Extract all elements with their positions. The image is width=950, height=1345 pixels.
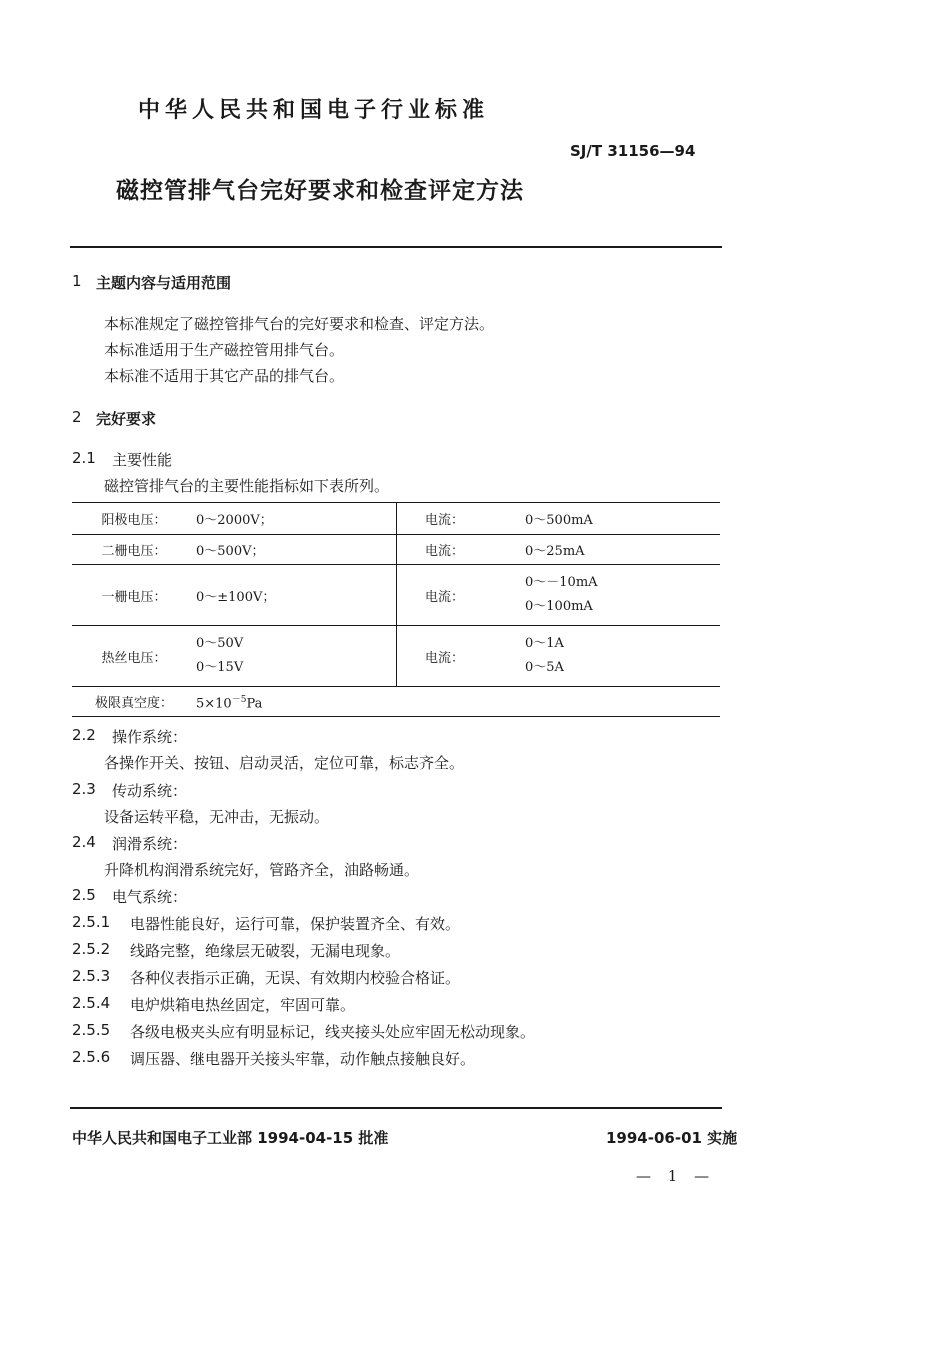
subclause-number: 2.5.1: [72, 913, 111, 931]
table-row: [72, 626, 720, 687]
section-1-number: 1: [72, 272, 82, 290]
subclause-text: 电器性能良好，运行可靠，保护装置齐全、有效。: [130, 915, 461, 933]
param-label: 二栅电压：: [72, 535, 196, 565]
section-2-number: 2: [72, 408, 82, 426]
subclause-number: 2.5.2: [72, 940, 111, 958]
table-row: [72, 503, 720, 535]
clause-number: 2.3: [72, 780, 96, 798]
clause-number: 2.2: [72, 726, 96, 744]
clause-title: 润滑系统：: [112, 835, 188, 853]
section-1-line: 本标准适用于生产磁控管用排气台。: [104, 341, 345, 359]
document-title: 磁控管排气台完好要求和检查评定方法: [116, 178, 524, 204]
current-label: 电流：: [397, 626, 526, 687]
effective-date: 1994-06-01 实施: [606, 1129, 738, 1147]
param-label: 一栅电压：: [72, 565, 196, 626]
subclause-text: 电炉烘箱电热丝固定，牢固可靠。: [130, 996, 356, 1014]
approval-line: 中华人民共和国电子工业部 1994-04-15 批准: [72, 1129, 389, 1147]
page-number: — 1 —: [636, 1167, 716, 1185]
param-values: [196, 626, 397, 687]
clause-2-1-title: 主要性能: [112, 451, 173, 469]
param-value: 0～15V: [196, 660, 244, 675]
vacuum-base: 5×10: [196, 696, 232, 712]
clause-2-5-title: 电气系统：: [112, 888, 188, 906]
subclause-number: 2.5.6: [72, 1048, 111, 1066]
clause-text: 各操作开关、按钮、启动灵活，定位可靠，标志齐全。: [104, 754, 465, 772]
standard-code: SJ/T 31156—94: [570, 142, 696, 160]
header-rule: [70, 246, 722, 248]
current-value: 0～－10mA: [525, 575, 598, 590]
table-row: [72, 535, 720, 565]
current-label: 电流：: [397, 503, 526, 535]
current-value: 0～1A: [525, 636, 564, 651]
vacuum-label: 极限真空度：: [72, 687, 196, 717]
param-label: 阳极电压：: [72, 503, 196, 535]
clause-text: 设备运转平稳，无冲击，无振动。: [104, 808, 330, 826]
current-label: 电流：: [397, 565, 526, 626]
current-value: 0～5A: [525, 660, 564, 675]
section-1-line: 本标准不适用于其它产品的排气台。: [104, 367, 345, 385]
param-value: 0～2000V；: [196, 503, 397, 535]
clause-2-1-number: 2.1: [72, 449, 96, 467]
clause-2-1-text: 磁控管排气台的主要性能指标如下表所列。: [104, 477, 390, 495]
clause-text: 升降机构润滑系统完好，管路齐全，油路畅通。: [104, 861, 420, 879]
param-label: 热丝电压：: [72, 626, 196, 687]
current-value: 0～100mA: [525, 599, 593, 614]
section-1-heading: 主题内容与适用范围: [96, 274, 232, 292]
subclause-text: 调压器、继电器开关接头牢靠，动作触点接触良好。: [130, 1050, 476, 1068]
subclause-text: 各种仪表指示正确，无误、有效期内校验合格证。: [130, 969, 461, 987]
clause-number: 2.4: [72, 833, 96, 851]
table-row: [72, 565, 720, 626]
clause-2-5-number: 2.5: [72, 886, 96, 904]
param-value: 0～500V；: [196, 535, 397, 565]
current-label: 电流：: [397, 535, 526, 565]
current-values: [525, 626, 720, 687]
vacuum-exponent: －5: [231, 694, 247, 705]
vacuum-value: [196, 687, 720, 717]
section-1-line: 本标准规定了磁控管排气台的完好要求和检查、评定方法。: [104, 315, 495, 333]
issuing-body: 中华人民共和国电子行业标准: [138, 98, 490, 123]
footer-rule: [70, 1107, 722, 1109]
subclause-number: 2.5.5: [72, 1021, 111, 1039]
subclause-number: 2.5.4: [72, 994, 111, 1012]
clause-title: 传动系统：: [112, 782, 188, 800]
subclause-number: 2.5.3: [72, 967, 111, 985]
current-value: 0～500mA: [525, 503, 720, 535]
subclause-text: 线路完整，绝缘层无破裂，无漏电现象。: [130, 942, 401, 960]
current-value: 0～25mA: [525, 535, 720, 565]
param-value: 0～±100V；: [196, 565, 397, 626]
table-row: [72, 687, 720, 717]
current-values: [525, 565, 720, 626]
vacuum-unit: Pa: [246, 696, 263, 712]
performance-table: [72, 502, 720, 717]
param-value: 0～50V: [196, 636, 244, 651]
subclause-text: 各级电极夹头应有明显标记，线夹接头处应牢固无松动现象。: [130, 1023, 536, 1041]
section-2-heading: 完好要求: [96, 410, 157, 428]
clause-title: 操作系统：: [112, 728, 188, 746]
